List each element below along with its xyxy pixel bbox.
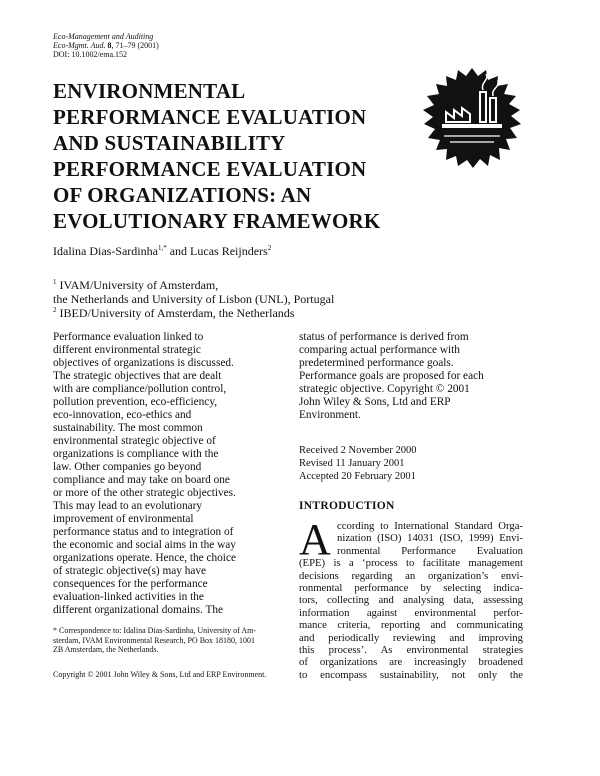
abstract-line: objectives of organizations is discussed. [53, 357, 234, 369]
title-line: PERFORMANCE EVALUATION [53, 157, 367, 181]
body-line: decisions regarding an organization’s envi- [299, 569, 523, 582]
correspondence-footnote [53, 626, 278, 655]
body-line: ronmental Performance Evaluation [337, 544, 523, 557]
abstract-right-column [299, 331, 527, 422]
footnote-line: ZB Amsterdam, the Netherlands. [53, 645, 159, 654]
abstract-line: compliance and may take on board one [53, 474, 230, 486]
author-2-marker: 2 [267, 244, 272, 252]
revised-date: Revised 11 January 2001 [299, 458, 405, 469]
publication-dates [299, 444, 417, 483]
affiliation-2-marker: 2 [53, 306, 57, 314]
title-line: EVOLUTIONARY FRAMEWORK [53, 209, 381, 233]
abstract-line: law. Other companies go beyond [53, 461, 202, 473]
abstract-line: comparing actual performance with [299, 344, 460, 356]
journal-citation [53, 41, 159, 50]
body-line: (EPE) is a ‘process to facilitate management [299, 557, 523, 570]
body-line: ronmental performance by selecting indica- [299, 582, 523, 595]
abstract-line: sustainability. The most common [53, 422, 203, 434]
abstract-left-column [53, 331, 278, 617]
title-line: ENVIRONMENTAL [53, 79, 246, 103]
abstract-line: of strategic objective(s) may have [53, 565, 207, 577]
abstract-line: status of performance is derived from [299, 331, 469, 343]
body-line: and periodically reviewing and improving [299, 631, 523, 644]
factory-logo-icon [420, 66, 524, 170]
body-line: to encompass sustainability, not only the [299, 668, 523, 681]
accepted-date: Accepted 20 February 2001 [299, 471, 416, 482]
footnote-line: * Correspondence to: Idalina Dias-Sardinha, University of Am- [53, 626, 257, 635]
title-line: AND SUSTAINABILITY [53, 131, 286, 155]
abstract-line: Performance goals are proposed for each [299, 370, 484, 382]
abstract-line: predetermined performance goals. [299, 357, 454, 369]
abstract-line: Performance evaluation linked to [53, 331, 204, 343]
body-line: this process’. As environmental strategies [299, 644, 523, 657]
abstract-line: Environment. [299, 409, 361, 421]
affiliations [53, 278, 334, 320]
abstract-line: consequences for the performance [53, 578, 208, 590]
abstract-line: strategic objective. Copyright © 2001 [299, 383, 470, 395]
affiliation-1-marker: 1 [53, 278, 57, 286]
footnote-line: sterdam, IVAM Environmental Research, PO Box 18180, 1001 [53, 635, 256, 645]
body-line: nization (ISO) 14031 (ISO, 1999) Envi- [337, 532, 523, 545]
journal-header [53, 32, 159, 59]
received-date: Received 2 November 2000 [299, 445, 417, 456]
author-list [53, 244, 271, 259]
journal-name: Eco-Management and Auditing [53, 32, 154, 41]
body-line: information against environmental perfor- [299, 606, 523, 619]
abstract-line: with are compliance/pollution control, [53, 383, 227, 395]
author-conjunction: and [166, 244, 191, 258]
title-line: OF ORGANIZATIONS: AN [53, 183, 312, 207]
abstract-line: organizations operate. Hence, the choice [53, 552, 236, 564]
introduction-heading: INTRODUCTION [299, 500, 395, 512]
journal-abbrev: Eco-Mgmt. Aud. [53, 41, 106, 50]
body-line: mance criteria, reporting and communicating [299, 619, 523, 632]
affiliation-1-line-1: IVAM/University of Amsterdam, [59, 278, 219, 292]
abstract-line: performance status and to integration of [53, 526, 234, 538]
abstract-line: or more of the other strategic objectives. [53, 487, 236, 499]
abstract-line: the economic and social aims in the way [53, 539, 236, 551]
author-2: Lucas Reijnders [190, 244, 268, 258]
abstract-line: This may lead to an evolutionary [53, 500, 203, 512]
journal-pages: , 71–79 (2001) [111, 41, 159, 50]
abstract-line: different environmental strategic [53, 344, 201, 356]
affiliation-1-line-2: the Netherlands and University of Lisbon (UNL), Portugal [53, 292, 335, 306]
abstract-line: improvement of environmental [53, 513, 194, 525]
paper-title [53, 78, 403, 234]
author-1-marker: 1,* [157, 244, 167, 252]
abstract-line: environmental strategic objective of [53, 435, 216, 447]
abstract-line: eco-innovation, eco-ethics and [53, 409, 192, 421]
affiliation-2: IBED/University of Amsterdam, the Netherlands [59, 306, 295, 320]
abstract-line: pollution prevention, eco-efficiency, [53, 396, 218, 408]
body-line: of organizations are increasingly broadened [299, 656, 523, 669]
body-line: tors, collecting and analysing data, assessing [299, 594, 523, 607]
journal-volume: 8 [107, 41, 112, 50]
title-line: PERFORMANCE EVALUATION [53, 105, 367, 129]
copyright-notice: Copyright © 2001 John Wiley & Sons, Ltd and ERP Environment. [53, 670, 267, 679]
body-line: ccording to International Standard Orga- [337, 520, 523, 532]
introduction-text [299, 515, 523, 681]
abstract-line: different organizational domains. The [53, 604, 224, 616]
author-1: Idalina Dias-Sardinha [53, 244, 158, 258]
abstract-line: The strategic objectives that are dealt [53, 370, 222, 382]
journal-doi: DOI: 10.1002/ema.152 [53, 50, 127, 59]
abstract-line: John Wiley & Sons, Ltd and ERP [299, 396, 451, 408]
abstract-line: evaluation-linked activities in the [53, 591, 204, 603]
drop-cap: A [299, 515, 331, 564]
abstract-line: organizations is compliance with the [53, 448, 219, 460]
